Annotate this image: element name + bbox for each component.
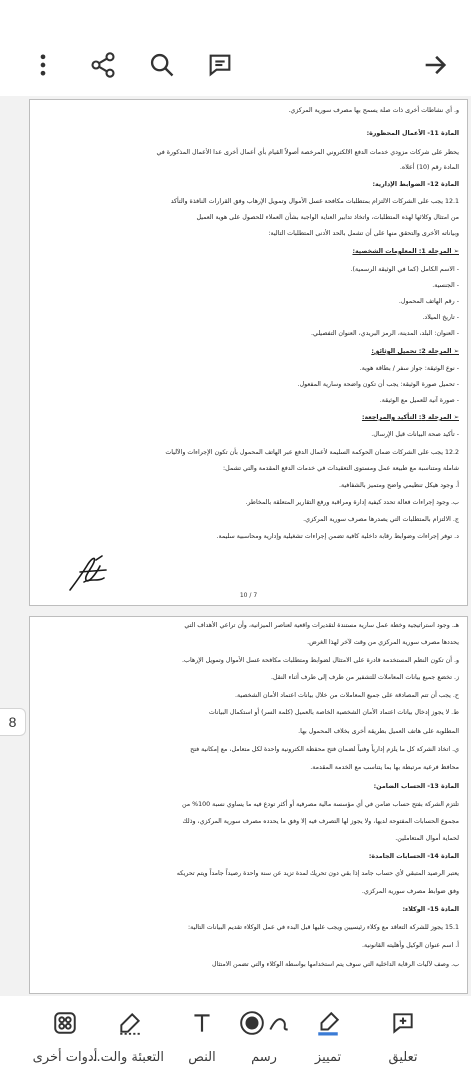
share-icon[interactable] (86, 48, 120, 82)
page-indicator-badge[interactable]: 8 (0, 708, 26, 736)
comment-tool-button[interactable] (373, 996, 433, 1080)
list-item: - العنوان: البلد، المدينة، الرمز البريدي، العنوان التفصيلي. (310, 330, 459, 337)
page-text-line: محافظ فرعية مرتبطة بها بما يتناسب مع الخدمة المقدمة. (310, 764, 459, 771)
add-comment-icon (388, 1008, 418, 1038)
text-icon (187, 1008, 217, 1038)
page-text-line: يحظر على شركات مزودي خدمات الدفع الالكتروني المرخصة أصولاً القيام بأي أعمال أخرى عدا الأعمال المذكورة في (156, 149, 459, 156)
list-item: - صورة آنية للعميل مع الوثيقة. (379, 397, 459, 404)
list-item: ب. وصف لآليات الرقابة الداخلية التي سوف يتم استخدامها بواسطة الوكلاء والتي تضمن الامتثال (212, 961, 459, 968)
stage-heading: ➢ المرحلة 1: المعلومات الشخصية: (352, 248, 459, 255)
list-item: ح. يجب أن تتم المصادقة على جميع المعاملات من خلال بيانات اعتماد الأمان الشخصية. (234, 692, 459, 699)
list-item: - تاريخ الميلاد. (422, 314, 459, 321)
more-vert-icon[interactable] (26, 48, 60, 82)
list-item: - نوع الوثيقة: جواز سفر / بطاقة هوية. (359, 365, 459, 372)
list-item: أ. وجود هيكل تنظيمي واضح ومتميز بالشفافية. (339, 482, 459, 489)
arrow-forward-icon[interactable] (418, 48, 452, 82)
pen-sign-icon (115, 1008, 145, 1038)
list-item: - رقم الهاتف المحمول. (398, 298, 459, 305)
list-item: ب. وجود إجراءات فعالة تحدد كيفية إدارة ومراقبة ورفع التقارير المتعلقة بالمخاطر. (245, 499, 459, 506)
signature-image (66, 552, 110, 594)
draw-tool-label: رسم (251, 1050, 277, 1065)
page-text-line: وبياناته الأخرى والتحقق منها على أن تشمل بالحد الأدنى المتطلبات التالية: (268, 230, 459, 237)
page-text-line: 15.1 يجوز للشركة التعاقد مع وكلاء رئيسيين ويجب عليها قبل البدء في عمل الوكلاء تقديم البيانات التالية: (187, 924, 459, 931)
list-item: و. أن تكون النظم المستخدمة قادرة على الامتثال لضوابط ومتطلبات مكافحة غسل الأموال وتمويل الإرهاب. (182, 657, 459, 664)
page-text-line: 12.2 يجب على الشركات ضمان الحوكمة السليمة لأعمال الدفع عبر الهاتف المحمول بأن تكون الإجراءات والآليات (165, 449, 459, 456)
page-text-line: وفق ضوابط مصرف سورية المركزي. (361, 888, 459, 895)
fill-sign-button[interactable] (88, 996, 164, 1080)
comment-tool-label: تعليق (388, 1050, 418, 1065)
page-text-line: المادة رقم (10) أعلاه. (399, 164, 459, 171)
page-text-line: من امتثال وكلائها لهذه المتطلبات، واتخاذ تدابير العناية الواجبة بشأن العملاء للحصول على هوية العميل (196, 214, 459, 221)
page-text-line: المطلوبة على هاتف العميل بطريقة أخرى بخلاف المحمول بها. (298, 728, 459, 735)
page-text-line: مجموع الحسابات المفتوحة لديها، ولا يجوز لها التصرف فيه إلا وفق ما يحدده مصرف سورية المركزي، وذلك (182, 818, 459, 825)
list-item: ي. اتخاذ الشركة كل ما يلزم إدارياً وفنياً لضمان فتح محفظة الكترونية واحدة لكل متعامل، مع إمكانية فتح (190, 746, 459, 753)
top-app-bar (0, 0, 471, 96)
stage-heading: ➢ المرحلة 3: التأكيد والمراجعة: (361, 414, 459, 421)
page-text-line: لحماية أموال المتعاملين. (395, 835, 459, 842)
article-heading: المادة 12- الضوابط الإدارية: (372, 181, 459, 188)
draw-pen-icon (264, 1008, 294, 1038)
other-tools-button[interactable] (32, 996, 98, 1080)
comment-icon[interactable] (203, 48, 237, 82)
article-heading: المادة 13- الحساب الضامن: (373, 783, 459, 790)
fill-sign-label: التعبئة والت... (88, 1050, 164, 1065)
list-item: أ. اسم عنوان الوكيل وأهليته القانونية. (361, 942, 459, 949)
other-tools-label: أدوات أخرى (32, 1050, 98, 1065)
list-item: ج. الالتزام بالمتطلبات التي يصدرها مصرف سورية المركزي. (303, 516, 459, 523)
list-item: د. توفر إجراءات وضوابط رقابة داخلية كافية تضمن إجراءات تشغيلية وإدارية ومحاسبية سليمة. (216, 533, 459, 540)
page-text-line: و. أي نشاطات أخرى ذات صلة يسمح بها مصرف سورية المركزي. (288, 107, 459, 114)
text-tool-button[interactable] (172, 996, 232, 1080)
page-text-line: تلتزم الشركة بفتح حساب ضامن في أي مؤسسة مالية مصرفية أو أكثر تودع فيه ما يساوي نسبة 100% من (181, 801, 459, 808)
page-text-line: يعتبر الرصيد المتبقي لأي حساب جامد إذا بقي دون تحريك لمدة تزيد عن سنة واحدة رصيداً جامداً ويتم تحريكه (176, 870, 459, 877)
list-item: - تحميل صورة الوثيقة: يجب أن تكون واضحة وسارية المفعول. (297, 381, 459, 388)
bottom-toolbar (0, 996, 471, 1080)
highlight-tool-label: تمييز (314, 1050, 342, 1065)
list-item: - الجنسية. (432, 282, 459, 289)
document-viewer[interactable] (0, 96, 471, 996)
search-icon[interactable] (145, 48, 179, 82)
draw-tool-button[interactable] (234, 996, 294, 1080)
text-tool-label: النص (188, 1050, 216, 1065)
list-item: ط. لا يجوز إدخال بيانات اعتماد الأمان الشخصية الخاصة بالعميل (كلمة السر) أو استكمال البيانات (208, 709, 459, 716)
document-page (29, 616, 468, 994)
list-item: - الاسم الكامل (كما في الوثيقة الرسمية). (350, 266, 459, 273)
draw-active-icon (237, 1008, 267, 1038)
grid-icon (50, 1008, 80, 1038)
page-text-line: 12.1 يجب على الشركات الالتزام بمتطلبات مكافحة غسل الأموال وتمويل الإرهاب وفق القرارات النافذة والتأكد (170, 198, 459, 205)
list-item: - تأكيد صحة البيانات قبل الإرسال. (371, 431, 459, 438)
highlighter-icon (313, 1008, 343, 1038)
list-item: ز. تخضع جميع بيانات المعاملات للتشفير من طرف إلى طرف أثناء النقل. (271, 674, 459, 681)
page-number: 10 / 7 (239, 592, 258, 599)
article-heading: المادة 11- الأعمال المحظورة: (366, 130, 459, 137)
document-page (29, 99, 468, 606)
highlight-tool-button[interactable] (298, 996, 358, 1080)
page-text-line: شاملة ومتناسبة مع طبيعة عمل ومستوى التعقيدات في خدمات الدفع المقدمة والتي تشمل: (223, 465, 459, 472)
stage-heading: ➢ المرحلة 2: تحميل الوثائق: (371, 348, 459, 355)
page-text-line: يحددها مصرف سورية المركزي من وقت لآخر لهذا الغرض. (307, 639, 459, 646)
article-heading: المادة 15- الوكلاء: (402, 906, 459, 913)
list-item: هـ. وجود استراتيجية وخطة عمل سارية مستندة لتقديرات واقعية لعناصر الميزانية، وأن تراعي الأهداف التي (184, 622, 459, 629)
article-heading: المادة 14- الحسابات الجامدة: (368, 853, 459, 860)
